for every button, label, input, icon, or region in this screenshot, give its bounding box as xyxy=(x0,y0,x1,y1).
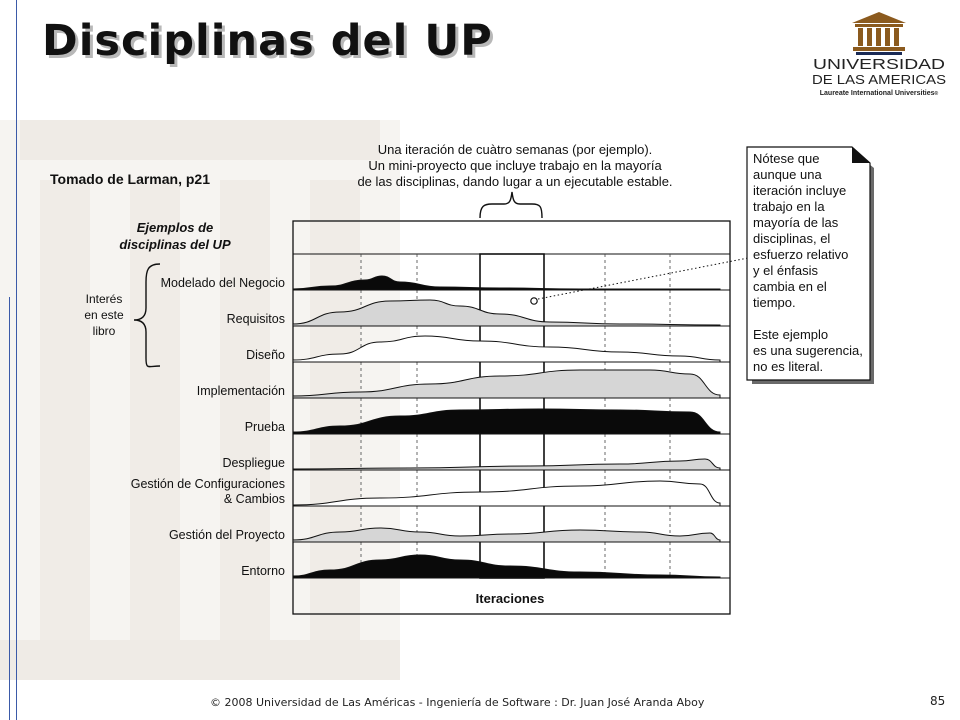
interest-label-line-1: Interés xyxy=(85,292,123,306)
discipline-curve xyxy=(293,336,720,362)
page-title: Disciplinas del UP xyxy=(42,16,493,66)
discipline-curve xyxy=(293,555,720,578)
discipline-curve xyxy=(293,528,720,542)
examples-heading-line-1: Ejemplos de xyxy=(136,220,214,235)
callout-note-line: y el énfasis xyxy=(753,263,819,278)
logo-line-2: DE LAS AMERICAS xyxy=(812,72,947,87)
callout-note-line: no es literal. xyxy=(753,359,824,374)
discipline-label: Diseño xyxy=(246,348,285,362)
logo-line-1: UNIVERSIDAD xyxy=(813,56,946,73)
callout-note-line: tiempo. xyxy=(753,295,796,310)
discipline-curve xyxy=(293,370,720,398)
discipline-label: Gestión del Proyecto xyxy=(168,528,285,542)
iteration-note-line-2: Un mini-proyecto que incluye trabajo en la mayoría xyxy=(368,158,662,173)
iteration-note-line-1: Una iteración de cuàtro semanas (por ejemplo). xyxy=(377,142,653,157)
callout-note-line: disciplinas, el xyxy=(753,231,831,246)
callout-note-line: cambia en el xyxy=(753,279,827,294)
discipline-curve xyxy=(293,481,720,506)
footer-copyright: © 2008 Universidad de Las Américas - Ingeniería de Software : Dr. Juan José Aranda Aboy xyxy=(210,696,705,709)
discipline-label: Gestión de Configuraciones xyxy=(130,477,285,491)
discipline-label: Despliegue xyxy=(222,456,285,470)
discipline-labels xyxy=(131,276,285,578)
logo-line-3: Laureate International Universities® xyxy=(819,90,939,97)
callout-note-line: esfuerzo relativo xyxy=(753,247,849,262)
discipline-curve xyxy=(293,276,720,290)
callout-note-line: aunque una xyxy=(753,167,822,182)
iteration-brace xyxy=(480,192,542,218)
discipline-label: Entorno xyxy=(241,564,285,578)
page-number: 85 xyxy=(930,694,946,708)
discipline-curve xyxy=(293,409,720,434)
x-axis-label: Iteraciones xyxy=(475,591,545,606)
callout-note-line: Nótese que xyxy=(753,151,820,166)
discipline-label: Requisitos xyxy=(226,312,285,326)
temple-icon xyxy=(852,12,906,55)
callout-note-line: mayoría de las xyxy=(753,215,839,230)
examples-heading-line-2: disciplinas del UP xyxy=(119,237,231,252)
up-disciplines-diagram xyxy=(80,130,880,625)
callout-note-line: trabajo en la xyxy=(753,199,825,214)
callout-note-line: es una sugerencia, xyxy=(753,343,863,358)
discipline-label: Implementación xyxy=(196,384,285,398)
discipline-label-line-2: & Cambios xyxy=(223,492,285,506)
left-accent-line xyxy=(16,0,17,720)
callout-note-line: Este ejemplo xyxy=(753,327,829,342)
discipline-curve xyxy=(293,300,720,326)
discipline-curve xyxy=(293,459,720,470)
callout-note-line: iteración incluye xyxy=(753,183,847,198)
discipline-label: Modelado del Negocio xyxy=(160,276,285,290)
callout-leader xyxy=(538,258,748,299)
interest-brace xyxy=(134,264,160,367)
iteration-note-line-3: de las disciplinas, dando lugar a un ejecutable estable. xyxy=(357,174,673,189)
callout-anchor xyxy=(531,298,537,304)
interest-label-line-2: en este xyxy=(84,308,124,322)
discipline-curves xyxy=(293,276,720,578)
interest-label-line-3: libro xyxy=(92,324,116,338)
discipline-label: Prueba xyxy=(244,420,285,434)
source-caption: Tomado de Larman, p21 xyxy=(50,171,210,187)
university-logo xyxy=(808,8,950,100)
left-accent-line-short xyxy=(9,297,10,720)
